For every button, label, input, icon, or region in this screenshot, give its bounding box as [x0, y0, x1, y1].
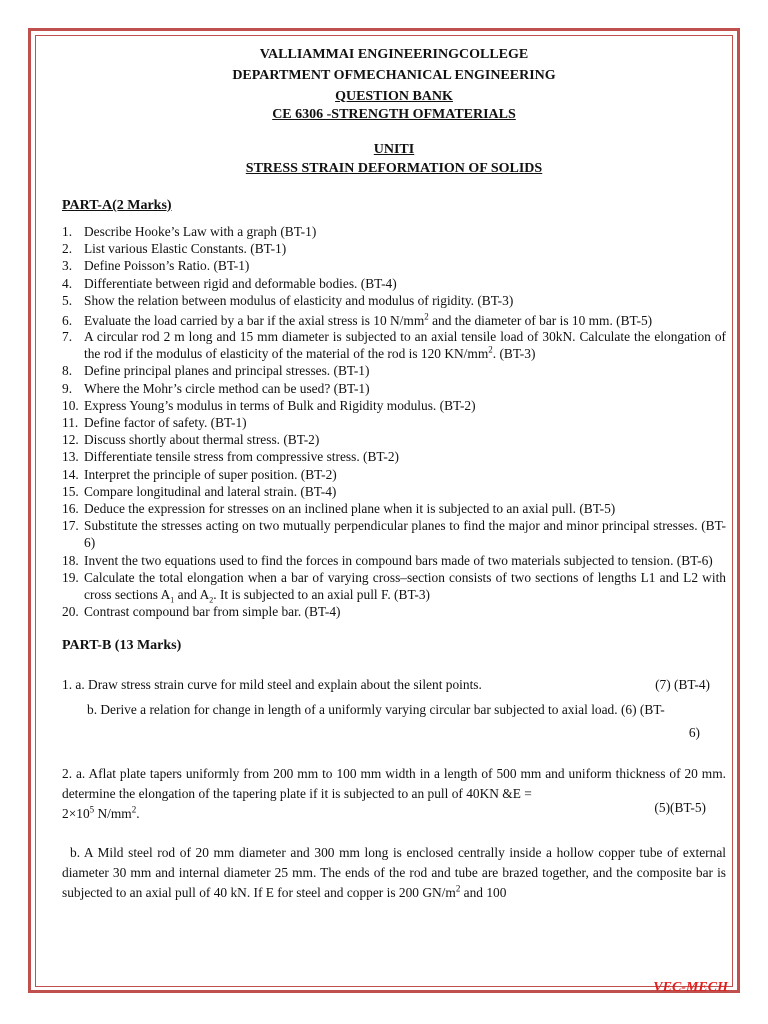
course-title: CE 6306 -STRENGTH OFMATERIALS: [272, 107, 516, 122]
list-item: 13. Differentiate tensile stress from compressive stress. (BT-2): [62, 449, 399, 465]
part-b-q1a: 1. a. Draw stress strain curve for mild steel and explain about the silent points. (7) (BT-4): [62, 674, 726, 695]
list-item: 16. Deduce the expression for stresses on an inclined plane when it is subjected to an axial pull. (BT-5): [62, 501, 616, 517]
list-item: 18. Invent the two equations used to find the forces in compound bars made of two materials subjected to tension. (BT-6): [62, 552, 713, 568]
college-name: VALLIAMMAI ENGINEERINGCOLLEGE: [259, 47, 529, 62]
q1a-marks: (7) (BT-4): [655, 677, 710, 693]
list-item: 8. Define principal planes and principal stresses. (BT-1): [62, 363, 370, 379]
list-item: 19. Calculate the total elongation when a bar of varying cross–section consists of two sections of lengths L1 and L2 with cross sections $A_1$ and $A_2$. It is subjected to an axial pull F. (BT-3): [62, 569, 726, 605]
list-item: 11. Define factor of safety. (BT-1): [62, 415, 247, 431]
list-item: 2. List various Elastic Constants. (BT-1): [62, 241, 287, 257]
list-item: 1. Describe Hooke’s Law with a graph (BT-1): [62, 224, 317, 239]
part-b-heading: PART-B (13 Marks): [62, 638, 182, 654]
list-item: 10. Express Young’s modulus in terms of Bulk and Rigidity modulus. (BT-2): [62, 397, 476, 413]
document-body: [62, 44, 726, 903]
list-item: 20. Contrast compound bar from simple bar. (BT-4): [62, 604, 341, 620]
unit-number: UNITI: [373, 142, 415, 157]
list-item: 4. Differentiate between rigid and deformable bodies. (BT-4): [62, 275, 397, 291]
part-a-question-list: [62, 223, 726, 620]
part-b-q2b: b. A Mild steel rod of 20 mm diameter and 300 mm long is enclosed centrally inside a hollow copper tube of external diameter 30 mm and internal diameter 25 mm. The ends of the rod and tube are brazed together, and the composite bar is subjected to an axial pull of 40 kN. If E for steel and copper is 200 $GN/m^2$ and 100: [62, 845, 726, 901]
part-a-heading: PART-A(2 Marks): [62, 198, 172, 213]
department-name: DEPARTMENT OFMECHANICAL ENGINEERING: [232, 68, 556, 83]
list-item: 7. A circular rod 2 m long and 15 mm diameter is subjected to an axial tensile load of 30kN. Calculate the elongation of the rod if the modulus of elasticity of the material of the rod is 120 $KN/mm^2$. (BT-3): [62, 329, 726, 362]
list-item: 9. Where the Mohr’s circle method can be used? (BT-1): [62, 380, 370, 396]
part-b-q2a-formula: $2\times 10^5$ $N/mm^2$. (5)(BT-5): [62, 800, 706, 822]
list-item: 15. Compare longitudinal and lateral strain. (BT-4): [62, 483, 337, 499]
unit-title: STRESS STRAIN DEFORMATION OF SOLIDS: [245, 161, 543, 176]
part-b-q1b: b. Derive a relation for change in length of a uniformly varying circular bar subjected to axial load. (6) (BT-: [87, 702, 665, 718]
doc-type: QUESTION BANK: [335, 89, 453, 104]
list-item: 3. Define Poisson’s Ratio. (BT-1): [62, 258, 250, 274]
list-item: 14. Interpret the principle of super position. (BT-2): [62, 466, 337, 482]
footer-label: VEC-MECH: [653, 980, 728, 995]
list-item: 6. Evaluate the load carried by a bar if the axial stress is 10 $N/mm^2$ and the diameter of bar is 10 mm. (BT-5): [62, 311, 653, 329]
list-item: 17. Substitute the stresses acting on two mutually perpendicular planes to find the major and minor principal stresses. (BT-6): [62, 518, 726, 551]
list-item: 5. Show the relation between modulus of elasticity and modulus of rigidity. (BT-3): [62, 292, 514, 308]
part-b-q2a: 2. a. Aflat plate tapers uniformly from 200 mm to 100 mm width in a length of 500 mm and uniform thickness of 20 mm. determine the elongation of the tapering plate if it is subjected to an pull of 40KN &E =: [62, 766, 726, 802]
q2a-marks: (5)(BT-5): [654, 800, 706, 816]
part-b-q1b-cont: 6): [688, 725, 700, 741]
list-item: 12. Discuss shortly about thermal stress. (BT-2): [62, 432, 320, 448]
